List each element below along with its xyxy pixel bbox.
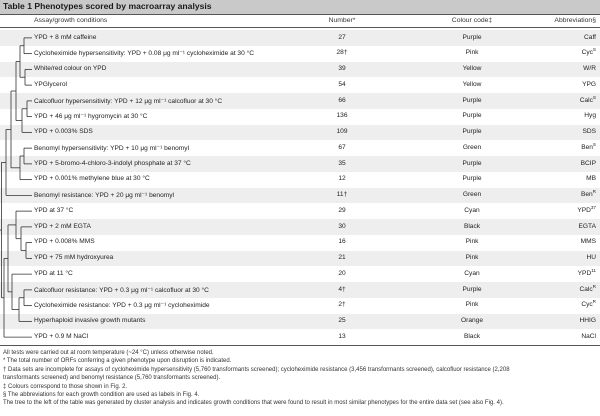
table-row <box>0 188 600 204</box>
condition-cell: YPGlycerol <box>34 80 67 88</box>
number-cell: 109 <box>336 128 348 135</box>
abbreviation-superscript: S <box>592 141 596 147</box>
colour-cell: Pink <box>465 301 479 309</box>
condition-cell: Cycloheximide hypersensitivity: YPD + 0.08 μg ml⁻¹ cycloheximide at 30 °C <box>34 50 254 58</box>
abbreviation-cell <box>577 204 596 214</box>
number-cell: 67 <box>338 143 346 151</box>
condition-cell: YPD + 0.003% SDS <box>34 128 93 135</box>
abbreviation-cell <box>581 301 596 308</box>
condition-cell: YPD + 2 mM EGTA <box>34 222 91 230</box>
colour-cell: Orange <box>461 317 483 324</box>
colour-cell: Black <box>463 222 481 230</box>
abbreviation-text: EGTA <box>578 222 596 230</box>
abbreviation-text: W/R <box>583 65 596 72</box>
abbreviation-superscript: 37 <box>590 204 596 210</box>
number-cell: 12 <box>338 175 346 183</box>
abbreviation-text: Caff <box>584 33 596 41</box>
abbreviation-text: Hyg <box>584 112 596 120</box>
header-top-rule <box>0 14 600 15</box>
abbreviation-text: BCIP <box>580 159 596 167</box>
abbreviation-text: Calc <box>579 285 593 293</box>
table-row <box>0 219 600 235</box>
condition-cell: Calcofluor hypersensitivity: YPD + 12 μg ml⁻¹ calcofluor at 30 °C <box>34 97 223 105</box>
condition-cell: White/red colour on YPD <box>34 65 107 72</box>
table-row <box>0 329 600 345</box>
abbreviation-superscript: 11 <box>591 267 596 273</box>
abbreviation-cell <box>581 333 596 340</box>
colour-cell: Yellow <box>462 65 482 72</box>
footnote-line: All tests were carried out at room temperature (~24 °C) unless otherwise noted. <box>3 350 214 356</box>
header-bottom-rule <box>0 27 600 28</box>
abbreviation-cell <box>579 94 596 104</box>
abbreviation-text: Ben <box>580 191 593 198</box>
header-colour: Colour code‡ <box>451 17 493 24</box>
abbreviation-cell <box>584 34 596 41</box>
number-cell: 29 <box>338 206 346 214</box>
colour-cell: Cyan <box>464 206 480 214</box>
abbreviation-superscript: R <box>592 189 596 194</box>
abbreviation-cell <box>579 223 596 230</box>
table-row <box>0 109 600 125</box>
header-condition: Assay/growth conditions <box>34 17 108 24</box>
number-cell: 11† <box>336 191 348 198</box>
abbreviation-text: MMS <box>580 238 596 246</box>
condition-cell: YPD at 11 °C <box>34 269 73 277</box>
number-cell: 35 <box>338 159 346 167</box>
table-row <box>0 266 600 282</box>
table-row <box>0 156 600 172</box>
number-cell: 2† <box>338 301 346 309</box>
footnote-line: § The abbreviations for each growth condition are used as labels in Fig. 4. <box>3 392 200 398</box>
colour-cell: Purple <box>462 159 482 167</box>
abbreviation-superscript: S <box>592 47 596 53</box>
colour-cell: Black <box>463 332 481 340</box>
footnote-line: transformants screened) and benomyl resistance (5,760 transformants screened). <box>3 375 221 382</box>
number-cell: 54 <box>338 80 346 88</box>
header-abbreviation: Abbreviation§ <box>554 17 596 24</box>
abbreviation-text: YPG <box>582 80 596 88</box>
abbreviation-cell <box>581 191 596 198</box>
header-number: Number* <box>328 17 356 24</box>
table-row <box>0 172 600 188</box>
number-cell: 16 <box>338 238 346 246</box>
abbreviation-text: HHIG <box>579 317 596 324</box>
condition-cell: YPD at 37 °C <box>34 206 74 214</box>
footnote-line: * The total number of ORFs conferring a given phenotype upon disruption is indicated. <box>3 358 232 365</box>
abbreviation-cell <box>579 283 596 293</box>
colour-cell: Pink <box>465 49 479 57</box>
number-cell: 4† <box>338 285 346 293</box>
table-row <box>0 140 600 156</box>
table-bottom-rule <box>0 345 600 346</box>
table-row <box>0 77 600 93</box>
abbreviation-cell <box>583 65 596 72</box>
table-row <box>0 62 600 78</box>
number-cell: 39 <box>338 65 346 72</box>
abbreviation-superscript: S <box>592 94 596 100</box>
condition-cell: YPD + 0.9 M NaCl <box>34 332 89 340</box>
footnote-line: † Data sets are incomplete for assays of cycloheximide hypersensitivity (5,760 transformants screened); cycloheximide resistance (3,456 transformants screened), calcofluor resistance (2,208 <box>3 366 510 373</box>
number-cell: 30 <box>338 222 346 230</box>
abbreviation-text: YPD <box>577 269 592 277</box>
table-title-bar <box>0 0 600 14</box>
abbreviation-text: MB <box>586 175 596 183</box>
abbreviation-cell <box>581 238 596 245</box>
colour-cell: Green <box>462 191 482 198</box>
abbreviation-cell <box>581 141 596 151</box>
number-cell: 20 <box>338 269 346 277</box>
table-row <box>0 125 600 141</box>
condition-cell: YPD + 75 mM hydroxyurea <box>34 254 114 261</box>
number-cell: 25 <box>338 317 346 324</box>
table-row <box>0 93 600 109</box>
number-cell: 21 <box>338 254 346 261</box>
abbreviation-cell <box>586 254 596 261</box>
table-row <box>0 203 600 219</box>
colour-cell: Green <box>462 143 482 151</box>
condition-cell: Cycloheximide resistance: YPD + 0.3 μg ml⁻¹ cycloheximide <box>34 302 210 310</box>
abbreviation-text: SDS <box>582 128 596 135</box>
condition-cell: YPD + 0.008% MMS <box>34 238 95 246</box>
colour-cell: Purple <box>462 285 482 293</box>
condition-cell: Calcofluor resistance: YPD + 0.3 μg ml⁻¹ calcofluor at 30 °C <box>34 286 209 294</box>
abbreviation-text: HU <box>586 254 596 261</box>
colour-cell: Pink <box>465 254 479 261</box>
condition-cell: Benomyl resistance: YPD + 20 μg ml⁻¹ benomyl <box>34 192 175 199</box>
abbreviation-text: YPD <box>577 206 591 214</box>
condition-cell: YPD + 0.001% methylene blue at 30 °C <box>34 175 150 183</box>
table-row <box>0 46 600 62</box>
abbreviation-text: Ben <box>581 143 593 151</box>
table-title: Table 1 Phenotypes scored by macroarray analysis <box>3 1 212 11</box>
colour-cell: Purple <box>462 128 482 135</box>
abbreviation-text: Calc <box>579 96 593 104</box>
abbreviation-cell <box>582 49 596 56</box>
abbreviation-cell <box>577 267 596 277</box>
condition-cell: Benomyl hypersensitivity: YPD + 10 μg ml⁻¹ benomyl <box>34 144 190 152</box>
abbreviation-superscript: R <box>592 283 596 289</box>
number-cell: 136 <box>336 112 348 120</box>
footnote-line: The tree to the left of the table was generated by cluster analysis and indicates growth conditions that were found to result in most similar phenotypes for the entire data set (see also Fig. 4). <box>3 400 504 407</box>
condition-cell: YPD + 5-bromo-4-chloro-3-indolyl phosphate at 37 °C <box>34 159 191 167</box>
table-row <box>0 282 600 298</box>
number-cell: 27 <box>338 33 346 41</box>
number-cell: 13 <box>338 332 346 340</box>
cluster-tree <box>0 30 34 370</box>
table-row <box>0 30 600 46</box>
colour-cell: Yellow <box>462 80 482 88</box>
colour-cell: Pink <box>465 238 479 246</box>
colour-cell: Purple <box>462 96 482 104</box>
footnote-line: ‡ Colours correspond to those shown in Fig. 2. <box>3 383 128 390</box>
colour-cell: Purple <box>462 33 482 41</box>
abbreviation-cell <box>581 160 596 167</box>
condition-cell: Hyperhaploid invasive growth mutants <box>34 317 146 324</box>
abbreviation-cell <box>586 175 596 182</box>
number-cell: 28† <box>336 49 348 57</box>
abbreviation-text: NaCl <box>581 332 596 340</box>
abbreviation-text: Cyc <box>581 301 593 309</box>
colour-cell: Purple <box>462 112 482 120</box>
abbreviation-text: Cyc <box>581 49 593 57</box>
colour-cell: Purple <box>462 175 482 183</box>
table-row <box>0 298 600 314</box>
abbreviation-cell <box>582 81 596 88</box>
table-row <box>0 251 600 267</box>
abbreviation-cell <box>580 317 596 324</box>
condition-cell: YPD + 46 μg ml⁻¹ hygromycin at 30 °C <box>34 113 148 121</box>
table-row <box>0 235 600 251</box>
abbreviation-superscript: R <box>592 299 596 305</box>
colour-cell: Cyan <box>464 269 480 277</box>
condition-cell: YPD + 8 mM caffeine <box>34 33 97 41</box>
abbreviation-cell <box>582 128 596 135</box>
number-cell: 66 <box>338 96 346 104</box>
table-row <box>0 314 600 330</box>
abbreviation-cell <box>584 112 596 119</box>
